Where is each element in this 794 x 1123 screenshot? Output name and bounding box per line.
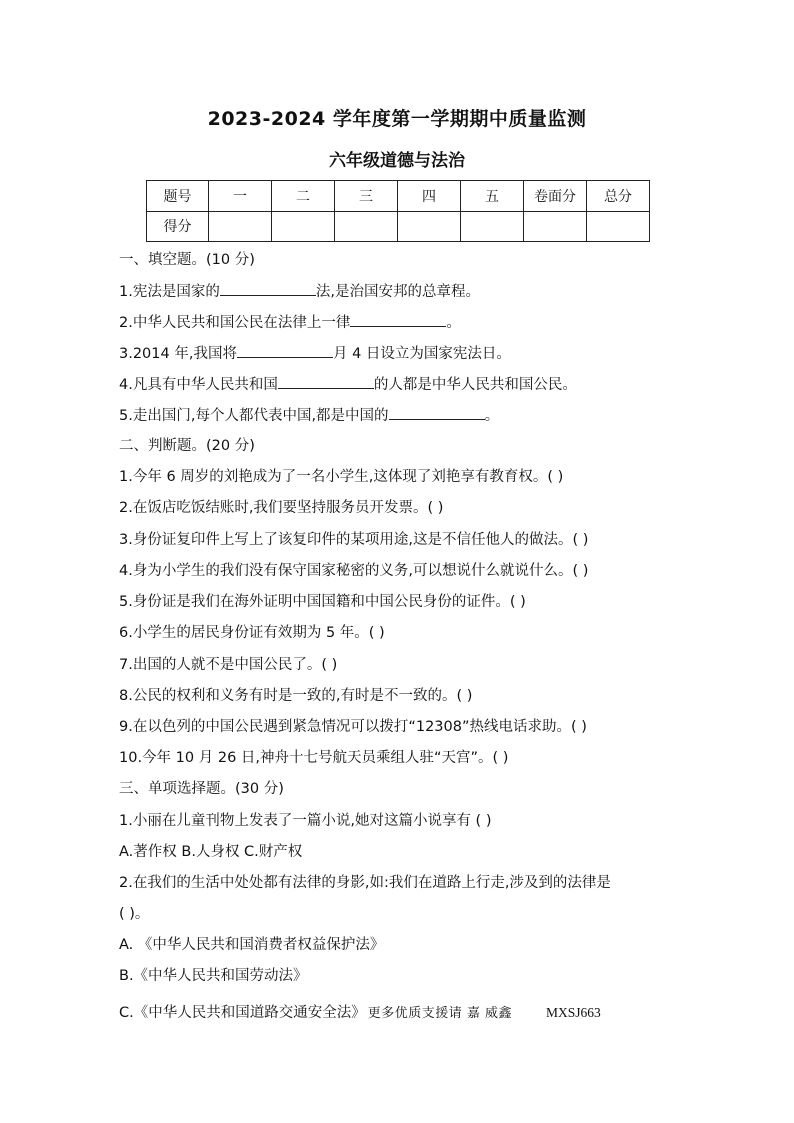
section-heading-fill: 一、填空题。(10 分) [119, 252, 255, 268]
judge-question: 8.公民的权利和义务有时是一致的,有时是不一致的。( ) [119, 688, 473, 704]
answer-blank [350, 312, 446, 327]
question-text: 法,是治国安邦的总章程。 [315, 284, 480, 300]
section-heading-choice: 三、单项选择题。(30 分) [119, 781, 284, 797]
score-header-cell: 三 [335, 181, 398, 212]
score-header-cell: 二 [272, 181, 335, 212]
score-cell [398, 211, 461, 242]
choice-question-2: 2.在我们的生活中处处都有法律的身影,如:我们在道路上行走,涉及到的法律是 [119, 875, 611, 891]
fill-question-4 [119, 374, 577, 395]
answer-blank [237, 343, 333, 358]
question-text: 1.宪法是国家的 [119, 284, 220, 300]
option-text: C.《中华人民共和国道路交通安全法》 [119, 1005, 366, 1021]
score-table-score-row [147, 211, 650, 242]
score-header-cell: 题号 [147, 181, 209, 212]
score-cell [272, 211, 335, 242]
question-text: 的人都是中华人民共和国公民。 [373, 377, 577, 393]
section-heading-judge: 二、判断题。(20 分) [119, 438, 255, 454]
page-title: 2023-2024 学年度第一学期期中质量监测 [207, 108, 587, 130]
question-text: 4.凡具有中华人民共和国 [119, 377, 278, 393]
score-table [146, 180, 650, 242]
answer-blank [389, 405, 485, 420]
score-cell [209, 211, 272, 242]
choice-option-a: A. 《中华人民共和国消费者权益保护法》 [119, 937, 385, 953]
page-subtitle: 六年级道德与法治 [329, 151, 465, 171]
choice-option-b: B.《中华人民共和国劳动法》 [119, 968, 308, 984]
judge-question: 10.今年 10 月 26 日,神舟十七号航天员乘组人驻“天宫”。( ) [119, 750, 509, 766]
fill-question-3 [119, 343, 511, 364]
score-header-cell: 四 [398, 181, 461, 212]
judge-question: 3.身份证复印件上写上了该复印件的某项用途,这是不信任他人的做法。( ) [119, 532, 589, 548]
score-header-cell: 总分 [587, 181, 650, 212]
answer-blank [220, 281, 316, 296]
score-cell [335, 211, 398, 242]
score-row-label: 得分 [147, 211, 209, 242]
choice-option-c [119, 1003, 601, 1024]
judge-question: 2.在饭店吃饭结账时,我们要坚持服务员开发票。( ) [119, 500, 444, 516]
choice-question-1: 1.小丽在儿童刊物上发表了一篇小说,她对这篇小说享有 ( ) [119, 813, 492, 829]
question-text: 月 4 日设立为国家宪法日。 [332, 346, 511, 362]
judge-question: 9.在以色列的中国公民遇到紧急情况可以拨打“12308”热线电话求助。( ) [119, 719, 587, 735]
score-cell [461, 211, 524, 242]
fill-question-5 [119, 405, 499, 426]
question-text: 。 [484, 408, 500, 424]
score-header-cell: 卷面分 [524, 181, 587, 212]
choice-question-1-options: A.著作权 B.人身权 C.财产权 [119, 844, 303, 860]
judge-question: 4.身为小学生的我们没有保守国家秘密的义务,可以想说什么就说什么。( ) [119, 563, 589, 579]
score-cell [524, 211, 587, 242]
score-cell [587, 211, 650, 242]
judge-question: 7.出国的人就不是中国公民了。( ) [119, 657, 338, 673]
score-table-header-row [147, 181, 650, 212]
score-header-cell: 五 [461, 181, 524, 212]
footer-promo-text: 更多优质支援请 嘉 威鑫 [367, 1006, 512, 1021]
choice-question-2-bracket: ( )。 [119, 906, 150, 922]
fill-question-2 [119, 312, 461, 333]
answer-blank [278, 374, 374, 389]
question-text: 3.2014 年,我国将 [119, 346, 237, 362]
judge-question: 1.今年 6 周岁的刘艳成为了一名小学生,这体现了刘艳享有教育权。( ) [119, 469, 564, 485]
question-text: 5.走出国门,每个人都代表中国,都是中国的 [119, 408, 389, 424]
question-text: 。 [446, 315, 461, 331]
score-header-cell: 一 [209, 181, 272, 212]
footer-code: MXSJ663 [546, 1005, 601, 1020]
question-text: 2.中华人民共和国公民在法律上一律 [119, 315, 351, 331]
judge-question: 5.身份证是我们在海外证明中国国籍和中国公民身份的证件。( ) [119, 594, 526, 610]
fill-question-1 [119, 281, 480, 302]
judge-question: 6.小学生的居民身份证有效期为 5 年。( ) [119, 625, 385, 641]
